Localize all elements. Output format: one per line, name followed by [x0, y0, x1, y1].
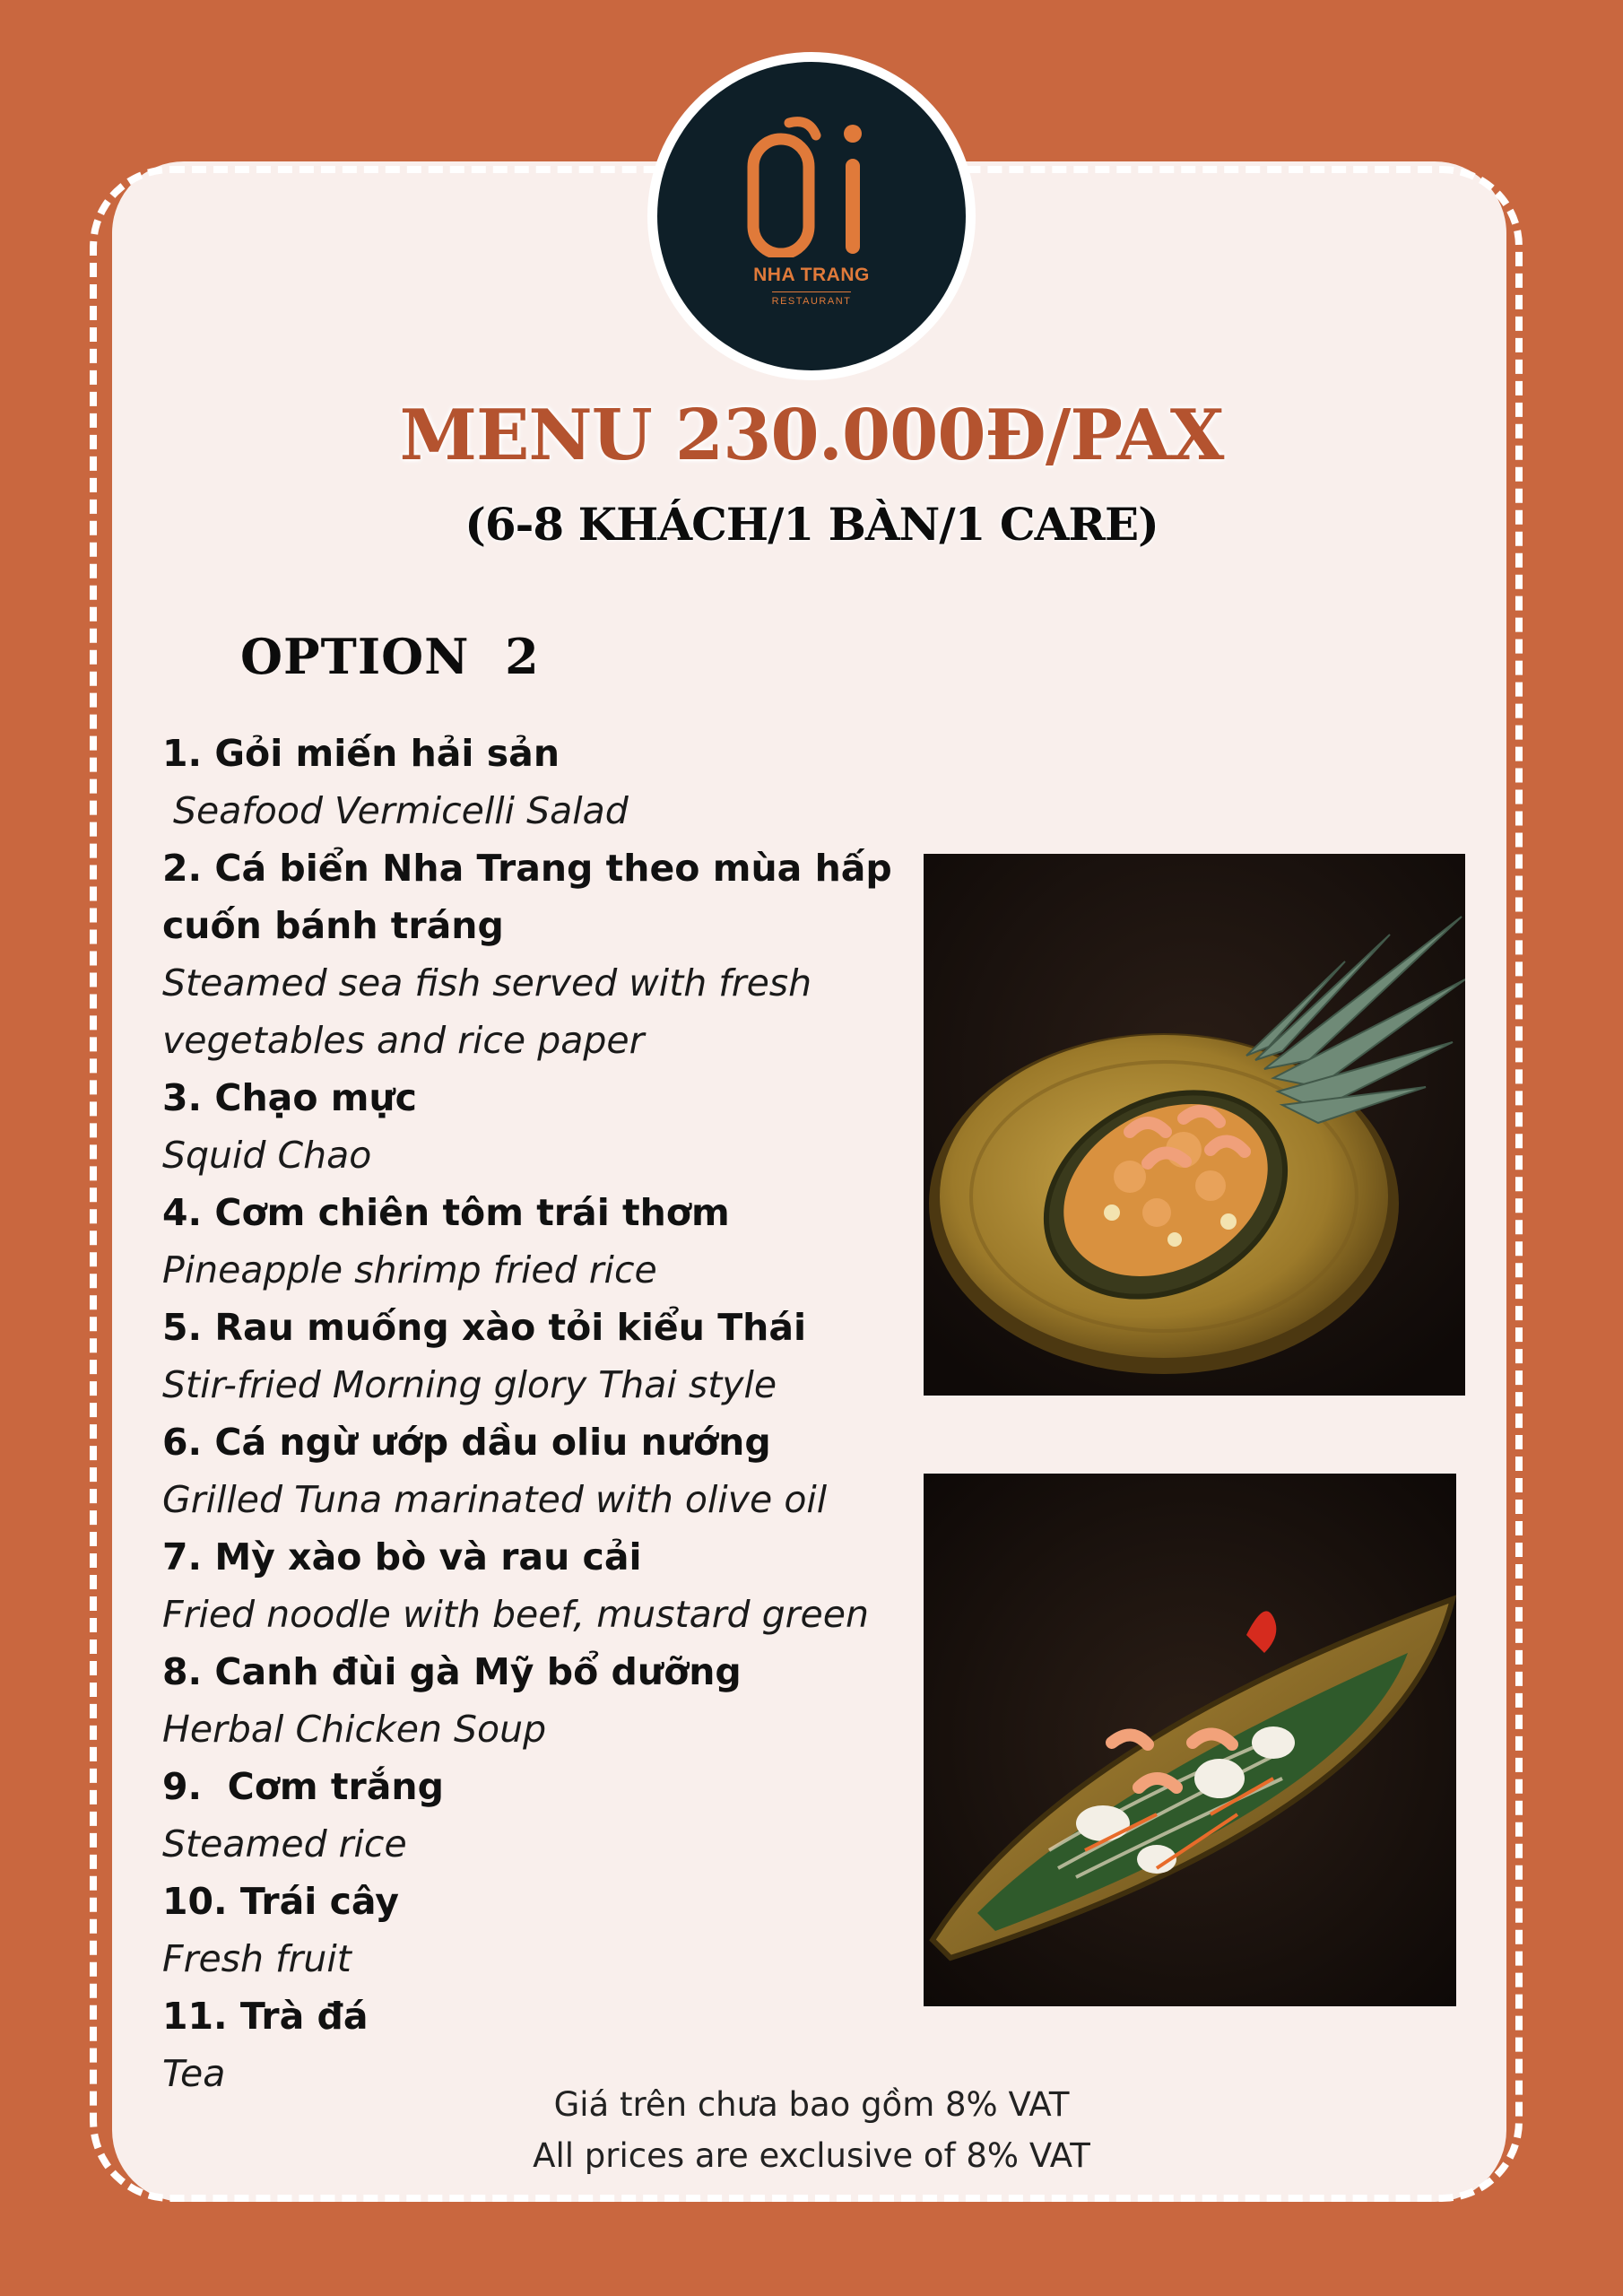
option-label: OPTION 2	[240, 628, 540, 685]
dish-translation: Steamed rice	[162, 1822, 407, 1866]
dish-list	[162, 725, 898, 2102]
dish-name: 8. Canh đùi gà Mỹ bổ dưỡng	[162, 1650, 742, 1693]
dish-name: 9. Cơm trắng	[162, 1765, 444, 1808]
pineapple-fried-rice-photo	[924, 854, 1465, 1396]
dish-translation: Steamed sea fish served with fresh	[162, 961, 812, 1004]
menu-subtitle: (6-8 KHÁCH/1 BÀN/1 CARE)	[464, 498, 1159, 551]
dish-translation-continued: vegetables and rice paper	[162, 1019, 645, 1062]
dish-translation: Tea	[162, 2052, 226, 2095]
dish-translation: Pineapple shrimp fried rice	[162, 1248, 657, 1292]
dish-name: 3. Chạo mực	[162, 1076, 417, 1119]
dish-name: 7. Mỳ xào bò và rau cải	[162, 1535, 642, 1578]
dish-name: 2. Cá biển Nha Trang theo mùa hấp	[162, 847, 892, 890]
dish-translation: Fresh fruit	[162, 1937, 352, 1980]
dish-translation: Seafood Vermicelli Salad	[173, 789, 629, 832]
dish-name: 1. Gỏi miến hải sản	[162, 732, 560, 775]
restaurant-logo	[657, 62, 966, 370]
logo-mark-oi-icon	[744, 114, 879, 257]
dish-translation: Herbal Chicken Soup	[162, 1708, 547, 1751]
dish-name: 4. Cơm chiên tôm trái thơm	[162, 1191, 730, 1234]
seafood-salad-photo	[924, 1474, 1456, 2006]
dish-name: 5. Rau muống xào tỏi kiểu Thái	[162, 1306, 807, 1349]
vat-note-vn: Giá trên chưa bao gồm 8% VAT	[553, 2085, 1070, 2124]
logo-subtitle: RESTAURANT	[772, 291, 852, 307]
dish-name-continued: cuốn bánh tráng	[162, 904, 504, 947]
dish-translation: Grilled Tuna marinated with olive oil	[162, 1478, 828, 1521]
vat-note	[0, 2079, 1623, 2181]
logo-name: NHA TRANG	[753, 265, 870, 285]
vat-note-en: All prices are exclusive of 8% VAT	[533, 2136, 1090, 2175]
dish-name: 11. Trà đá	[162, 1995, 369, 2038]
dish-name: 10. Trái cây	[162, 1880, 400, 1923]
dish-name: 6. Cá ngừ ướp dầu oliu nướng	[162, 1421, 771, 1464]
dish-translation: Fried noodle with beef, mustard green	[162, 1593, 869, 1636]
dish-translation: Stir-fried Morning glory Thai style	[162, 1363, 777, 1406]
menu-title: MENU 230.000Đ/PAX	[399, 395, 1224, 476]
dish-translation: Squid Chao	[162, 1134, 372, 1177]
